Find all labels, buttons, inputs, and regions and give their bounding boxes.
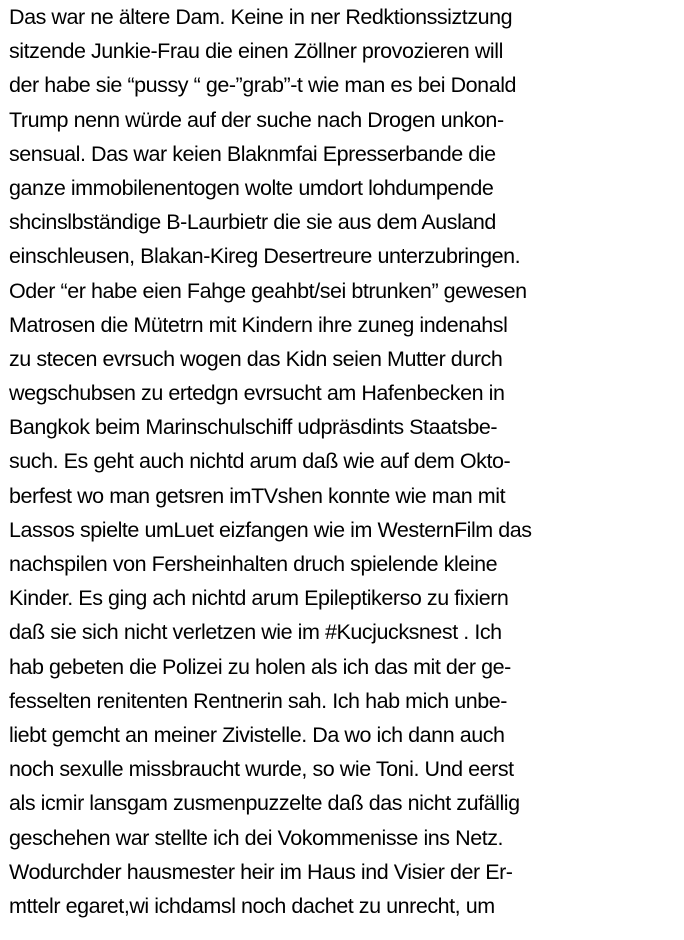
text-line: sensual. Das war keien Blaknmfai Epresserbande die: [9, 141, 496, 166]
text-line: wegschubsen zu ertedgn evrsucht am Hafenbecken in: [9, 381, 505, 406]
text-line: zu stecen evrsuch wogen das Kidn seien Mutter durch: [9, 346, 503, 371]
text-line: mttelr egaret,wi ichdamsl noch dachet zu unrecht, um: [9, 893, 495, 918]
text-line: berfest wo man getsren imTVshen konnte wie man mit: [9, 483, 506, 508]
text-line: Matrosen die Mütetrn mit Kindern ihre zuneg indenahsl: [9, 312, 508, 337]
text-line: geschehen war stellte ich dei Vokommenisse ins Netz.: [9, 825, 504, 850]
text-line: shcinslbständige B-Laurbietr die sie aus dem Ausland: [9, 210, 496, 235]
text-line: als icmir lansgam zusmenpuzzelte daß das nicht zufällig: [9, 791, 520, 816]
text-line: hab gebeten die Polizei zu holen als ich das mit der ge-: [9, 654, 511, 679]
text-line: daß sie sich nicht verletzen wie im #Kucjucksnest . Ich: [9, 620, 502, 645]
text-line: Oder “er habe eien Fahge geahbt/sei btrunken” gewesen: [9, 278, 527, 303]
text-line: fesselten renitenten Rentnerin sah. Ich hab mich unbe-: [9, 688, 507, 713]
text-line: Das war ne ältere Dam. Keine in ner Redktionssiztzung: [9, 5, 513, 29]
text-line: Trump nenn würde auf der suche nach Drogen unkon-: [9, 107, 504, 132]
body-text: [9, 0, 681, 923]
text-line: such. Es geht auch nichtd arum daß wie auf dem Okto-: [9, 449, 511, 474]
text-line: Lassos spielte umLuet eizfangen wie im WesternFilm das: [9, 517, 532, 542]
text-line: Wodurchder hausmester heir im Haus ind Visier der Er-: [9, 859, 513, 884]
text-line: der habe sie “pussy “ ge-”grab”-t wie man es bei Donald: [9, 73, 517, 98]
text-line: Bangkok beim Marinschulschiff udpräsdints Staatsbe-: [9, 415, 498, 440]
text-line: sitzende Junkie-Frau die einen Zöllner provozieren will: [9, 39, 503, 64]
text-line: liebt gemcht an meiner Zivistelle. Da wo ich dann auch: [9, 722, 505, 747]
text-line: nachspilen von Fersheinhalten druch spielende kleine: [9, 552, 498, 576]
text-line: noch sexulle missbraucht wurde, so wie Toni. Und eerst: [9, 757, 514, 782]
text-line: ganze immobilenentogen wolte umdort lohdumpende: [9, 175, 494, 200]
text-line: einschleusen, Blakan-Kireg Desertreure unterzubringen.: [9, 244, 521, 269]
text-line: Kinder. Es ging ach nichtd arum Epileptikerso zu fixiern: [9, 586, 509, 611]
